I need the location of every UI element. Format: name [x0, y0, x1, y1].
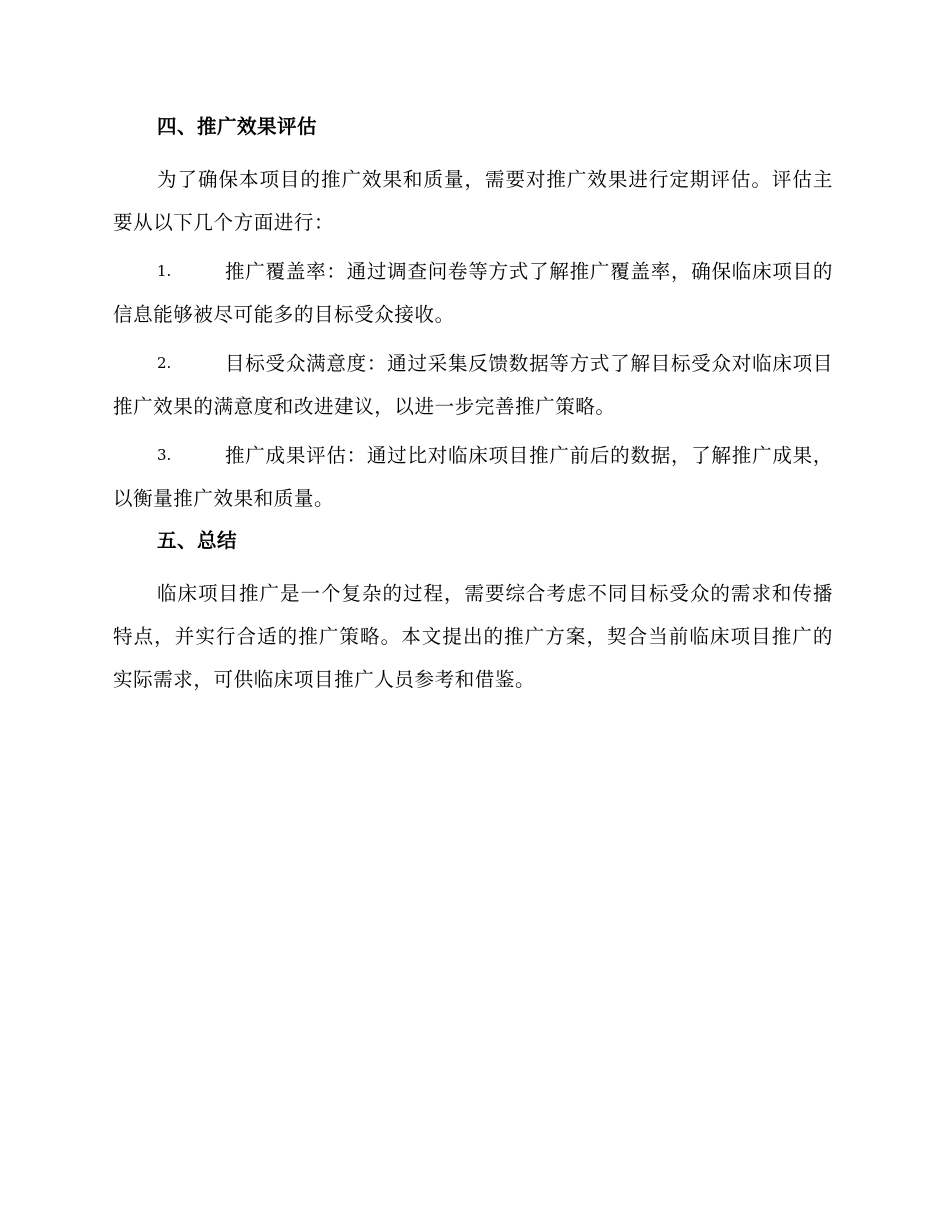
- document-page: [113, 112, 833, 707]
- list-number: 2.: [157, 354, 172, 372]
- section-heading-evaluation: 四、推广效果评估: [157, 115, 318, 138]
- section-heading-summary: 五、总结: [157, 529, 238, 552]
- list-item-text: 推广成果评估：通过比对临床项目推广前后的数据，了解推广成果，以衡量推广效果和质量。: [113, 444, 833, 510]
- list-item: [113, 250, 833, 336]
- list-item: [113, 342, 833, 428]
- list-item: [113, 434, 833, 520]
- list-item-text: 目标受众满意度：通过采集反馈数据等方式了解目标受众对临床项目推广效果的满意度和改进建议，以进一步完善推广策略。: [113, 352, 833, 418]
- list-number: 1.: [157, 262, 172, 280]
- section-intro-paragraph: 为了确保本项目的推广效果和质量，需要对推广效果进行定期评估。评估主要从以下几个方面进行：: [113, 168, 833, 234]
- summary-paragraph: 临床项目推广是一个复杂的过程，需要综合考虑不同目标受众的需求和传播特点，并实行合适的推广策略。本文提出的推广方案，契合当前临床项目推广的实际需求，可供临床项目推广人员参考和借鉴。: [113, 582, 833, 691]
- list-item-text: 推广覆盖率：通过调查问卷等方式了解推广覆盖率，确保临床项目的信息能够被尽可能多的目标受众接收。: [113, 260, 833, 326]
- list-number: 3.: [157, 446, 172, 464]
